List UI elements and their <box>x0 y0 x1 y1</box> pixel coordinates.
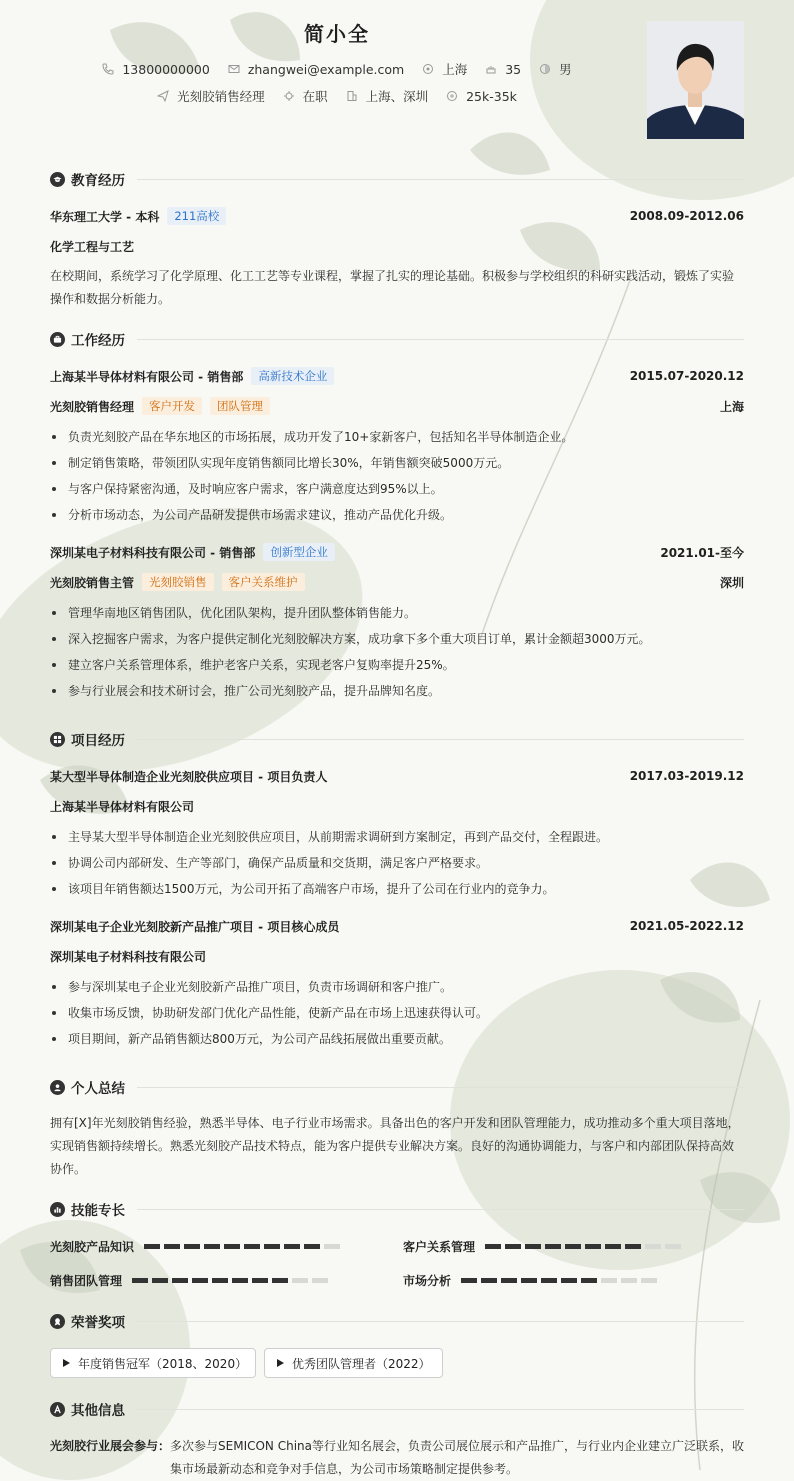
section-summary <box>50 1076 744 1098</box>
skill-segment-filled <box>545 1244 561 1249</box>
skill-segment-filled <box>501 1278 517 1283</box>
position-row <box>50 396 744 416</box>
status-text: 在职 <box>302 89 328 104</box>
skill-item <box>50 1236 340 1256</box>
skill-level-bar <box>132 1278 328 1283</box>
section-title: 工作经历 <box>71 333 125 349</box>
salary-icon <box>446 90 458 102</box>
award-icon <box>50 1314 65 1329</box>
list-item: 该项目年销售额达1500万元，为公司开拓了高端客户市场，提升了公司在行业内的竞争力。 <box>50 879 744 905</box>
gender-text: 男 <box>559 62 572 77</box>
work-period: 2021.01-至今 <box>660 545 744 560</box>
skill-segment-filled <box>521 1278 537 1283</box>
job-intent-row <box>0 87 674 105</box>
project-company-row <box>50 796 744 816</box>
project-bullets <box>50 827 744 905</box>
skill-segment-filled <box>192 1278 208 1283</box>
skill-segment-filled <box>565 1244 581 1249</box>
skill-segment-empty <box>665 1244 681 1249</box>
major-name: 化学工程与工艺 <box>50 239 135 254</box>
project-period: 2017.03-2019.12 <box>629 769 744 783</box>
skill-segment-empty <box>324 1244 340 1249</box>
other-info-label: 光刻胶行业展会参与： <box>50 1439 171 1453</box>
skill-level-bar <box>144 1244 340 1249</box>
expected-city-text: 上海、深圳 <box>365 89 429 104</box>
skill-name: 客户关系管理 <box>403 1239 476 1254</box>
list-item: 建立客户关系管理体系，维护老客户关系，实现老客户复购率提升25%。 <box>50 655 744 681</box>
section-divider <box>137 339 744 340</box>
skill-segment-empty <box>621 1278 637 1283</box>
skill-tag: 光刻胶销售 <box>142 573 214 591</box>
age-text: 35 <box>505 61 522 77</box>
skill-name: 市场分析 <box>403 1273 452 1288</box>
skill-segment-filled <box>485 1244 501 1249</box>
list-item: 与客户保持紧密沟通，及时响应客户需求，客户满意度达到95%以上。 <box>50 479 744 505</box>
section-title: 项目经历 <box>71 733 125 749</box>
triangle-right-icon <box>277 1359 284 1367</box>
salary-info <box>446 89 517 104</box>
skill-segment-filled <box>144 1244 160 1249</box>
candidate-name: 简小全 <box>304 22 370 46</box>
project-company-row <box>50 946 744 966</box>
user-icon <box>50 1080 65 1095</box>
skill-item <box>50 1270 328 1290</box>
skill-tag: 客户关系维护 <box>222 573 305 591</box>
list-item: 管理华南地区销售团队，优化团队架构，提升团队整体销售能力。 <box>50 603 744 629</box>
skill-segment-filled <box>461 1278 477 1283</box>
award-item[interactable] <box>50 1348 256 1378</box>
project-period: 2021.05-2022.12 <box>629 919 744 933</box>
skill-segment-filled <box>605 1244 621 1249</box>
section-skills <box>50 1198 744 1220</box>
skill-segment-empty <box>312 1278 328 1283</box>
skill-name: 销售团队管理 <box>50 1273 123 1288</box>
city-info <box>422 60 467 78</box>
skill-segment-filled <box>561 1278 577 1283</box>
age-info <box>485 62 521 77</box>
phone-info <box>102 62 209 77</box>
skill-segment-filled <box>541 1278 557 1283</box>
education-description: 在校期间，系统学习了化学原理、化工工艺等专业课程，掌握了扎实的理论基础。积极参与学校组织的科研实践活动，锻炼了实验操作和数据分析能力。 <box>50 269 735 306</box>
phone-text: 13800000000 <box>122 61 210 77</box>
other-info-item <box>50 1435 744 1481</box>
section-divider <box>137 1321 744 1322</box>
project-company: 上海某半导体材料有限公司 <box>50 799 195 814</box>
a-icon <box>50 1402 65 1417</box>
project-title: 深圳某电子企业光刻胶新产品推广项目 - 项目核心成员 <box>50 919 340 934</box>
section-title: 荣誉奖项 <box>71 1315 125 1331</box>
skill-segment-filled <box>252 1278 268 1283</box>
skill-segment-filled <box>184 1244 200 1249</box>
skill-segment-empty <box>601 1278 617 1283</box>
chart-icon <box>50 1202 65 1217</box>
company-tag: 高新技术企业 <box>251 367 334 385</box>
education-period: 2008.09-2012.06 <box>629 209 744 223</box>
skill-segment-filled <box>152 1278 168 1283</box>
skill-segment-empty <box>645 1244 661 1249</box>
list-item: 项目期间，新产品销售额达800万元，为公司产品线拓展做出重要贡献。 <box>50 1029 744 1055</box>
triangle-right-icon <box>63 1359 70 1367</box>
award-item[interactable] <box>264 1348 443 1378</box>
section-education <box>50 168 744 190</box>
grid-icon <box>50 732 65 747</box>
skill-segment-filled <box>132 1278 148 1283</box>
work-bullets <box>50 603 744 707</box>
list-item: 深入挖掘客户需求，为客户提供定制化光刻胶解决方案，成功拿下多个重大项目订单，累计金额超3000万元。 <box>50 629 744 655</box>
school-tag: 211高校 <box>167 207 226 225</box>
section-divider <box>137 1209 744 1210</box>
skill-tag: 团队管理 <box>210 397 270 415</box>
email-text: zhangwei@example.com <box>247 61 405 77</box>
skill-segment-filled <box>304 1244 320 1249</box>
skill-segment-empty <box>641 1278 657 1283</box>
phone-icon <box>102 63 114 75</box>
job-title-info <box>157 87 265 105</box>
gender-info <box>539 60 572 78</box>
gender-icon <box>539 63 551 75</box>
skill-segment-filled <box>244 1244 260 1249</box>
skill-segment-filled <box>232 1278 248 1283</box>
skill-segment-filled <box>481 1278 497 1283</box>
skill-item <box>403 1236 681 1256</box>
skill-segment-filled <box>212 1278 228 1283</box>
briefcase-icon <box>50 332 65 347</box>
email-info <box>228 62 404 77</box>
skill-segment-filled <box>272 1278 288 1283</box>
company-name: 深圳某电子材料科技有限公司 - 销售部 <box>50 545 256 560</box>
skill-segment-filled <box>172 1278 188 1283</box>
company-name: 上海某半导体材料有限公司 - 销售部 <box>50 369 244 384</box>
skill-level-bar <box>485 1244 681 1249</box>
expected-city-info <box>346 87 429 105</box>
work-bullets <box>50 427 744 531</box>
list-item: 分析市场动态，为公司产品研发提供市场需求建议，推动产品优化升级。 <box>50 505 744 531</box>
skill-name: 光刻胶产品知识 <box>50 1239 135 1254</box>
section-divider <box>137 179 744 180</box>
contact-row <box>0 60 674 78</box>
skill-segment-filled <box>264 1244 280 1249</box>
skill-tag: 客户开发 <box>142 397 202 415</box>
job-title-text: 光刻胶销售经理 <box>177 89 265 104</box>
skill-segment-filled <box>581 1278 597 1283</box>
project-company: 深圳某电子材料科技有限公司 <box>50 949 207 964</box>
position-name: 光刻胶销售经理 <box>50 399 135 414</box>
skill-segment-filled <box>164 1244 180 1249</box>
location-icon <box>422 63 434 75</box>
skill-segment-filled <box>284 1244 300 1249</box>
section-divider <box>137 739 744 740</box>
section-divider <box>137 1409 744 1410</box>
project-header <box>50 916 744 936</box>
position-name: 光刻胶销售主管 <box>50 575 135 590</box>
age-icon <box>485 63 497 75</box>
mail-icon <box>228 63 240 75</box>
work-period: 2015.07-2020.12 <box>629 369 744 383</box>
section-title: 其他信息 <box>71 1403 125 1419</box>
school-name: 华东理工大学 - 本科 <box>50 209 160 224</box>
skill-segment-filled <box>505 1244 521 1249</box>
list-item: 收集市场反馈，协助研发部门优化产品性能，使新产品在市场上迅速获得认可。 <box>50 1003 744 1029</box>
work-header <box>50 542 744 562</box>
other-info-text: 多次参与SEMICON China等行业知名展会，负责公司展位展示和产品推广，与行业内企业建立广泛联系，收集市场最新动态和竞争对手信息，为公司市场策略制定提供参考。 <box>170 1439 745 1476</box>
status-info <box>283 87 328 105</box>
salary-text: 25k-35k <box>466 88 517 104</box>
skill-segment-empty <box>292 1278 308 1283</box>
section-other <box>50 1398 744 1420</box>
award-text: 年度销售冠军（2018、2020） <box>78 1356 248 1371</box>
section-title: 技能专长 <box>71 1203 125 1219</box>
section-divider <box>137 1087 744 1088</box>
list-item: 参与深圳某电子企业光刻胶新产品推广项目，负责市场调研和客户推广。 <box>50 977 744 1003</box>
section-projects <box>50 728 744 750</box>
list-item: 主导某大型半导体制造企业光刻胶供应项目，从前期需求调研到方案制定，再到产品交付，全程跟进。 <box>50 827 744 853</box>
skill-segment-filled <box>525 1244 541 1249</box>
company-tag: 创新型企业 <box>263 543 335 561</box>
list-item: 参与行业展会和技术研讨会，推广公司光刻胶产品，提升品牌知名度。 <box>50 681 744 707</box>
building-icon <box>346 90 358 102</box>
skill-segment-filled <box>585 1244 601 1249</box>
profile-photo <box>647 21 744 139</box>
graduation-cap-icon <box>50 172 65 187</box>
skill-segment-filled <box>204 1244 220 1249</box>
section-title: 教育经历 <box>71 173 125 189</box>
education-header <box>50 206 744 226</box>
skill-segment-filled <box>625 1244 641 1249</box>
skill-level-bar <box>461 1278 657 1283</box>
section-work <box>50 328 744 350</box>
list-item: 协调公司内部研发、生产等部门，确保产品质量和交货期，满足客户严格要求。 <box>50 853 744 879</box>
work-header <box>50 366 744 386</box>
skill-segment-filled <box>224 1244 240 1249</box>
major-row <box>50 236 744 256</box>
position-row <box>50 572 744 592</box>
project-title: 某大型半导体制造企业光刻胶供应项目 - 项目负责人 <box>50 769 328 784</box>
list-item: 制定销售策略，带领团队实现年度销售额同比增长30%，年销售额突破5000万元。 <box>50 453 744 479</box>
briefcase-icon <box>157 90 169 102</box>
summary-text: 拥有[X]年光刻胶销售经验，熟悉半导体、电子行业市场需求。具备出色的客户开发和团队管理能力，成功推动多个重大项目落地，实现销售额持续增长。熟悉光刻胶产品技术特点，能为客户提供专业解决方案。良好的沟通协调能力，与客户和内部团队保持高效协作。 <box>50 1116 740 1176</box>
section-title: 个人总结 <box>71 1081 125 1097</box>
city-text: 上海 <box>442 62 468 77</box>
status-icon <box>283 90 295 102</box>
skill-item <box>403 1270 657 1290</box>
award-text: 优秀团队管理者（2022） <box>292 1356 431 1371</box>
section-awards <box>50 1310 744 1332</box>
work-location: 深圳 <box>719 575 744 590</box>
project-bullets <box>50 977 744 1055</box>
project-header <box>50 766 744 786</box>
work-location: 上海 <box>719 399 744 414</box>
list-item: 负责光刻胶产品在华东地区的市场拓展，成功开发了10+家新客户，包括知名半导体制造企业。 <box>50 427 744 453</box>
